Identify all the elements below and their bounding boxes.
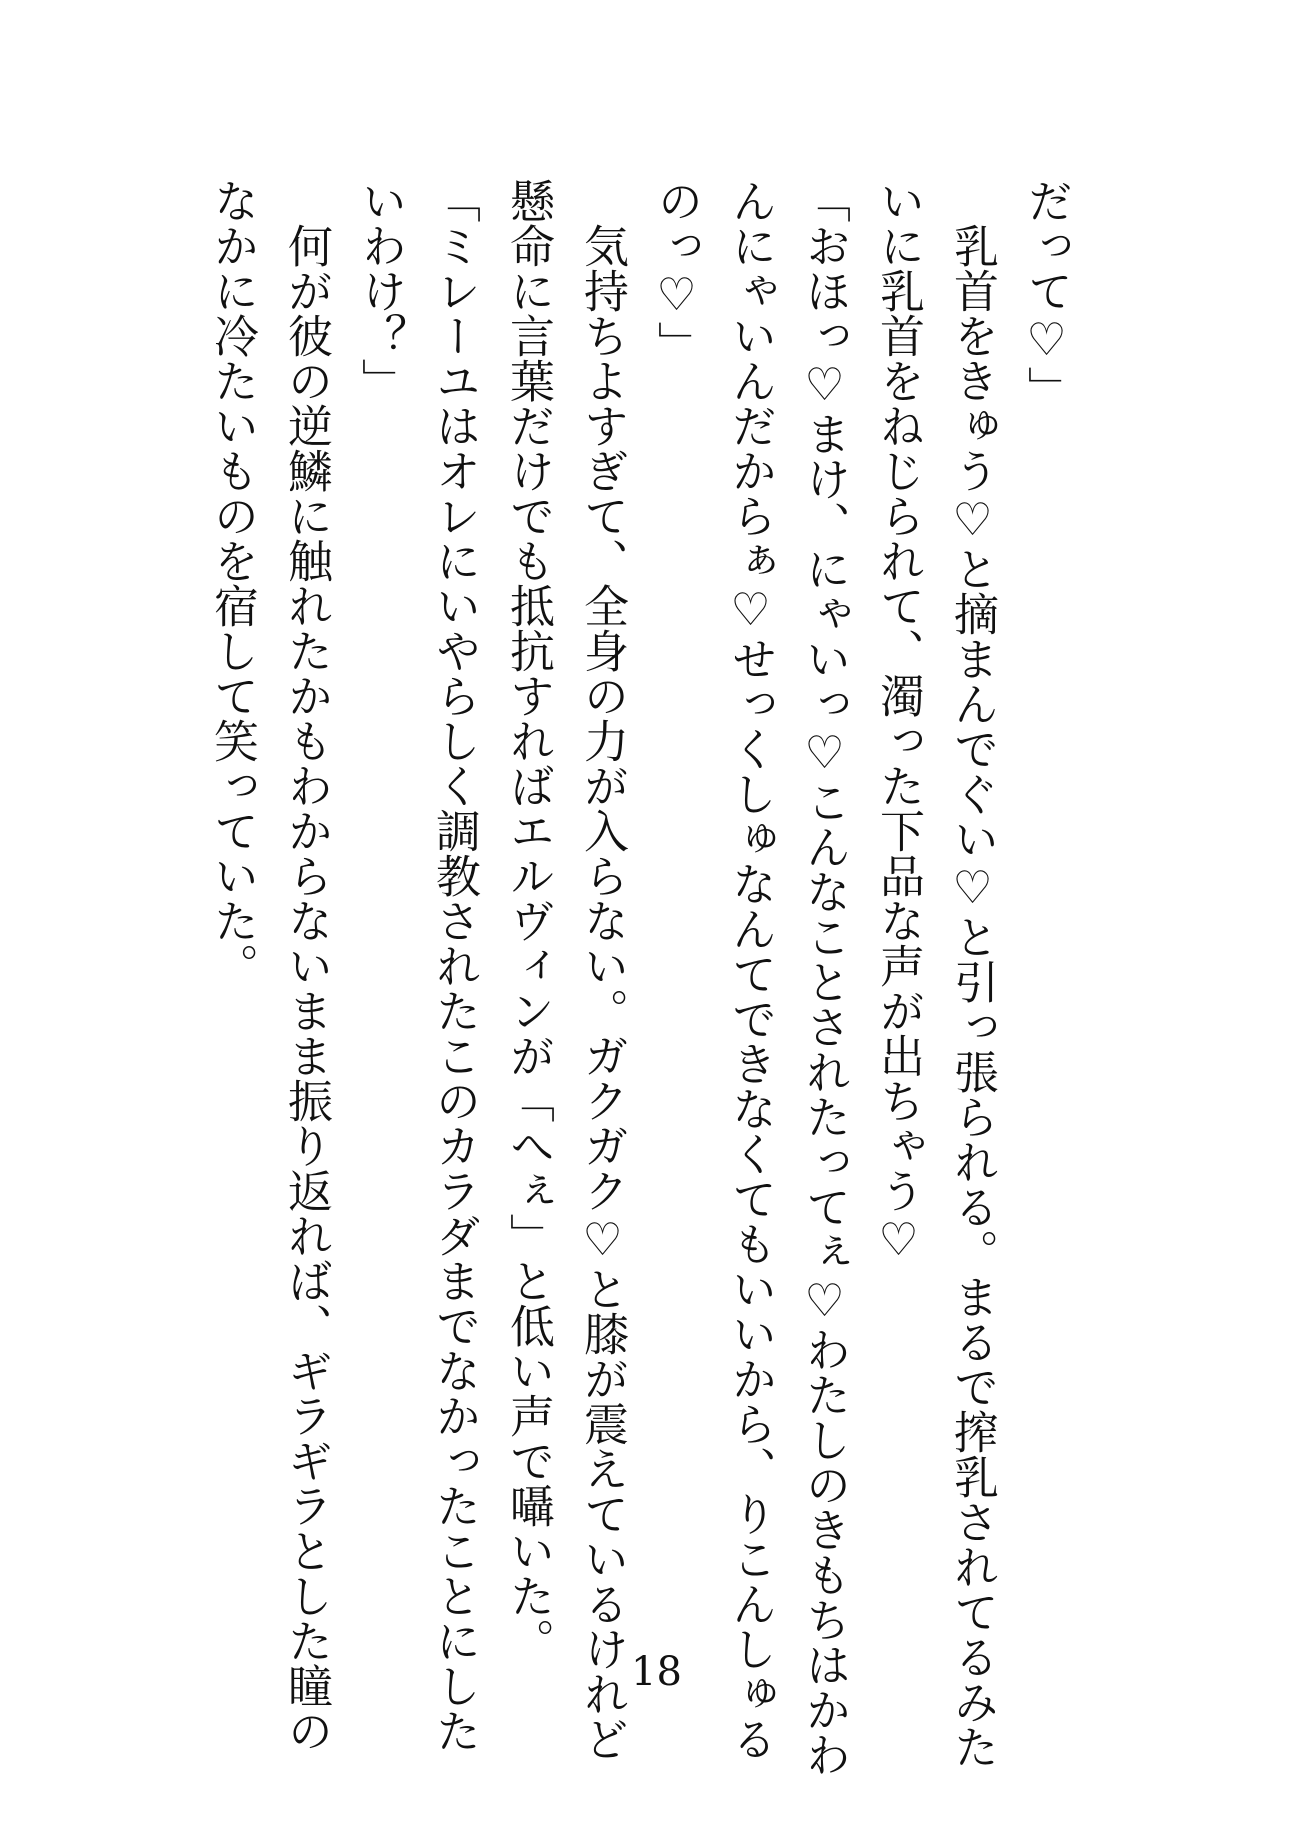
text-line: 何が彼の逆鱗に触れたかもわからないまま振り返れば、ギラギラとした瞳の bbox=[280, 178, 333, 1753]
text-line: 気持ちよすぎて、全身の力が入らない。ガクガク♡と膝が震えているけれど bbox=[576, 178, 629, 1761]
text-line: いわけ？」 bbox=[354, 178, 407, 403]
text-line: 懸命に言葉だけでも抵抗すればエルヴィンが「へぇ」と低い声で囁いた。 bbox=[502, 178, 555, 1663]
text-line: 乳首をきゅう♡と摘まんでぐい♡と引っ張られる。まるで搾乳されてるみた bbox=[946, 178, 999, 1769]
text-line: なかに冷たいものを宿して笑っていた。 bbox=[206, 178, 259, 988]
text-line: んにゃいんだからぁ♡せっくしゅなんてできなくてもいいから、りこんしゅる bbox=[724, 178, 777, 1761]
text-line: いに乳首をねじられて、濁った下品な声が出ちゃう♡ bbox=[872, 178, 925, 1266]
text-line: のっ♡」 bbox=[650, 178, 703, 366]
page-number: 18 bbox=[631, 1649, 682, 1695]
text-line: 「おほっ♡まけ、にゃいっ♡こんなことされたってぇ♡わたしのきもちはかわ bbox=[798, 178, 851, 1777]
vertical-text-body bbox=[195, 178, 1083, 1777]
text-line: だって♡」 bbox=[1020, 178, 1073, 411]
text-line: 「ミレーユはオレにいやらしく調教されたこのカラダまでなかったことにした bbox=[428, 178, 481, 1753]
